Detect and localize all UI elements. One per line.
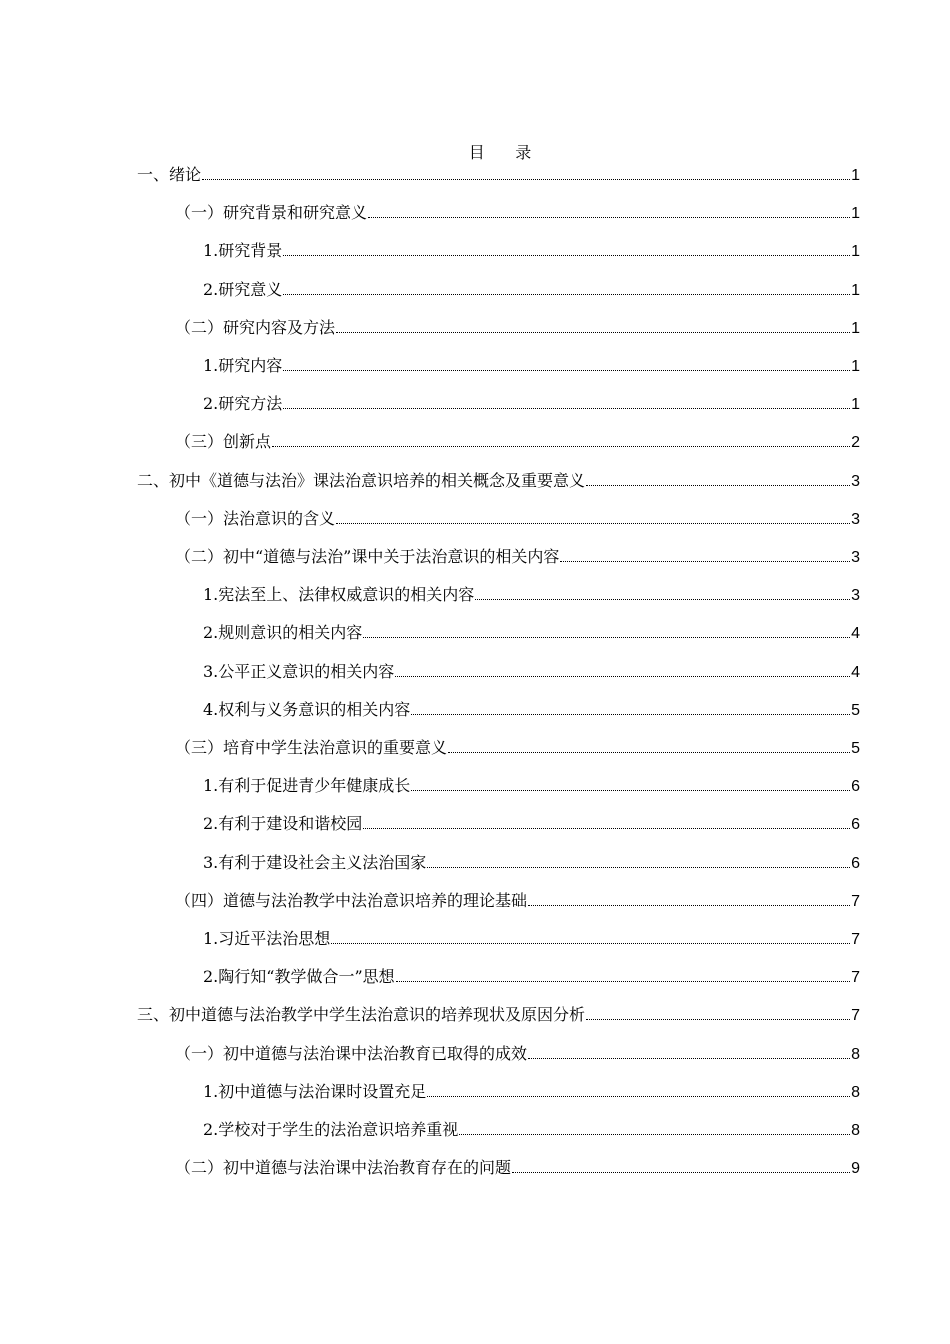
toc-dot-leader <box>283 355 850 371</box>
toc-dot-leader <box>363 813 850 829</box>
toc-entry[interactable] <box>203 813 860 835</box>
toc-page-number: 4 <box>851 625 860 643</box>
toc-entry-label: 4.权利与义务意识的相关内容 <box>203 699 411 719</box>
toc-dot-leader <box>586 1004 850 1020</box>
toc-page-number: 8 <box>851 1122 860 1139</box>
toc-entry[interactable] <box>175 546 860 568</box>
toc-entry[interactable] <box>203 852 860 874</box>
toc-entry-label: 2.研究方法 <box>203 394 283 414</box>
toc-entry-label: 2.研究意义 <box>203 279 283 299</box>
toc-page-number: 7 <box>851 892 860 910</box>
toc-entry-label: 2.规则意识的相关内容 <box>203 623 363 643</box>
toc-entry-label: （二）初中道德与法治课中法治教育存在的问题 <box>175 1158 512 1178</box>
toc-page-number: 3 <box>851 510 860 528</box>
toc-entry[interactable] <box>203 661 860 683</box>
toc-page-number: 1 <box>851 281 860 299</box>
toc-dot-leader <box>202 164 850 180</box>
toc-dot-leader <box>459 1119 850 1135</box>
toc-entry-label: 1.研究内容 <box>203 356 283 375</box>
toc-page-number: 7 <box>851 969 860 987</box>
toc-page-number: 7 <box>851 1007 860 1025</box>
toc-entry[interactable] <box>203 775 860 797</box>
toc-entry[interactable] <box>175 1157 860 1179</box>
toc-entry[interactable] <box>203 1119 860 1141</box>
toc-entry[interactable] <box>203 584 860 606</box>
toc-dot-leader <box>448 737 850 753</box>
toc-entry-label: 1.宪法至上、法律权威意识的相关内容 <box>203 585 475 605</box>
toc-entry[interactable] <box>137 164 860 186</box>
toc-entry-label: （三）培育中学生法治意识的重要意义 <box>175 738 448 757</box>
toc-dot-leader <box>331 928 850 944</box>
toc-entry[interactable] <box>203 279 860 301</box>
toc-entry-label: 1.有利于促进青少年健康成长 <box>203 776 411 796</box>
toc-entry[interactable] <box>175 890 860 912</box>
toc-entry-label: （二）研究内容及方法 <box>175 317 336 337</box>
toc-page-number: 6 <box>851 778 860 796</box>
toc-page-number: 1 <box>851 167 860 184</box>
toc-entry-label: （一）法治意识的含义 <box>175 508 336 528</box>
toc-dot-leader <box>368 202 850 218</box>
toc-entry[interactable] <box>203 622 860 644</box>
toc-entry[interactable] <box>203 699 860 721</box>
toc-entry-label: 2.学校对于学生的法治意识培养重视 <box>203 1120 459 1139</box>
toc-entry-label: 一、绪论 <box>137 165 202 184</box>
toc-dot-leader <box>427 1081 850 1097</box>
toc-entry-label: （一）初中道德与法治课中法治教育已取得的成效 <box>175 1043 528 1063</box>
toc-page-number: 1 <box>851 396 860 414</box>
toc-page-number: 6 <box>851 816 860 834</box>
toc-dot-leader <box>336 508 850 524</box>
toc-entry-label: （二）初中“道德与法治”课中关于法治意识的相关内容 <box>175 547 560 566</box>
toc-entry-label: 1.初中道德与法治课时设置充足 <box>203 1081 427 1101</box>
toc-dot-leader <box>411 775 850 791</box>
toc-dot-leader <box>560 546 850 562</box>
toc-page-number: 1 <box>851 358 860 375</box>
toc-dot-leader <box>272 431 850 447</box>
toc-dot-leader <box>283 279 850 295</box>
toc-dot-leader <box>411 699 850 715</box>
toc-page-number: 3 <box>851 472 860 490</box>
toc-dot-leader <box>283 393 850 409</box>
toc-entry-label: 3.公平正义意识的相关内容 <box>203 661 395 681</box>
toc-entry-label: （三）创新点 <box>175 432 272 452</box>
toc-entry[interactable] <box>175 508 860 530</box>
toc-dot-leader <box>363 622 850 638</box>
toc-dot-leader <box>396 966 850 982</box>
toc-dot-leader <box>283 240 850 256</box>
toc-page-number: 4 <box>851 663 860 681</box>
toc-entry[interactable] <box>175 1043 860 1065</box>
toc-page-number: 5 <box>851 701 860 719</box>
toc-entry[interactable] <box>137 470 860 492</box>
toc-page-number: 3 <box>851 549 860 566</box>
toc-entry[interactable] <box>203 355 860 377</box>
toc-dot-leader <box>586 470 850 486</box>
toc-entry-label: （四）道德与法治教学中法治意识培养的理论基础 <box>175 890 528 910</box>
toc-entry[interactable] <box>175 202 860 224</box>
toc-dot-leader <box>336 317 850 333</box>
toc-dot-leader <box>475 584 850 600</box>
toc-dot-leader <box>528 1043 850 1059</box>
toc-page-number: 7 <box>851 931 860 948</box>
toc-page-number: 8 <box>851 1083 860 1101</box>
toc-entry-label: 三、初中道德与法治教学中学生法治意识的培养现状及原因分析 <box>137 1005 586 1025</box>
toc-page-number: 6 <box>851 854 860 872</box>
toc-title: 目 录 <box>468 143 532 162</box>
toc-entry[interactable] <box>203 1081 860 1103</box>
toc-entry[interactable] <box>175 737 860 759</box>
toc-entry[interactable] <box>203 928 860 950</box>
toc-entry[interactable] <box>203 240 860 262</box>
toc-entry-label: 1.习近平法治思想 <box>203 929 331 948</box>
toc-entry[interactable] <box>175 317 860 339</box>
toc-page-number: 8 <box>851 1045 860 1063</box>
toc-entry[interactable] <box>203 966 860 988</box>
toc-page-number: 3 <box>851 587 860 605</box>
toc-dot-leader <box>528 890 850 906</box>
toc-page-number: 1 <box>851 319 860 337</box>
toc-page-number: 9 <box>851 1160 860 1178</box>
toc-entry-label: 2.有利于建设和谐校园 <box>203 814 363 834</box>
toc-entry[interactable] <box>137 1004 860 1026</box>
toc-dot-leader <box>427 852 850 868</box>
toc-entry-label: 3.有利于建设社会主义法治国家 <box>203 852 427 872</box>
toc-page-number: 1 <box>851 243 860 261</box>
toc-dot-leader <box>512 1157 850 1173</box>
toc-entry-label: 1.研究背景 <box>203 241 283 261</box>
toc-dot-leader <box>395 661 850 677</box>
toc-entry-label: （一）研究背景和研究意义 <box>175 203 368 223</box>
toc-entry-label: 二、初中《道德与法治》课法治意识培养的相关概念及重要意义 <box>137 470 586 490</box>
toc-page-number: 2 <box>851 434 860 452</box>
toc-entry[interactable] <box>203 393 860 415</box>
toc-page-number: 1 <box>851 205 860 223</box>
toc-entry-label: 2.陶行知“教学做合一”思想 <box>203 967 395 987</box>
toc-entry[interactable] <box>175 431 860 453</box>
toc-page-number: 5 <box>851 740 860 757</box>
